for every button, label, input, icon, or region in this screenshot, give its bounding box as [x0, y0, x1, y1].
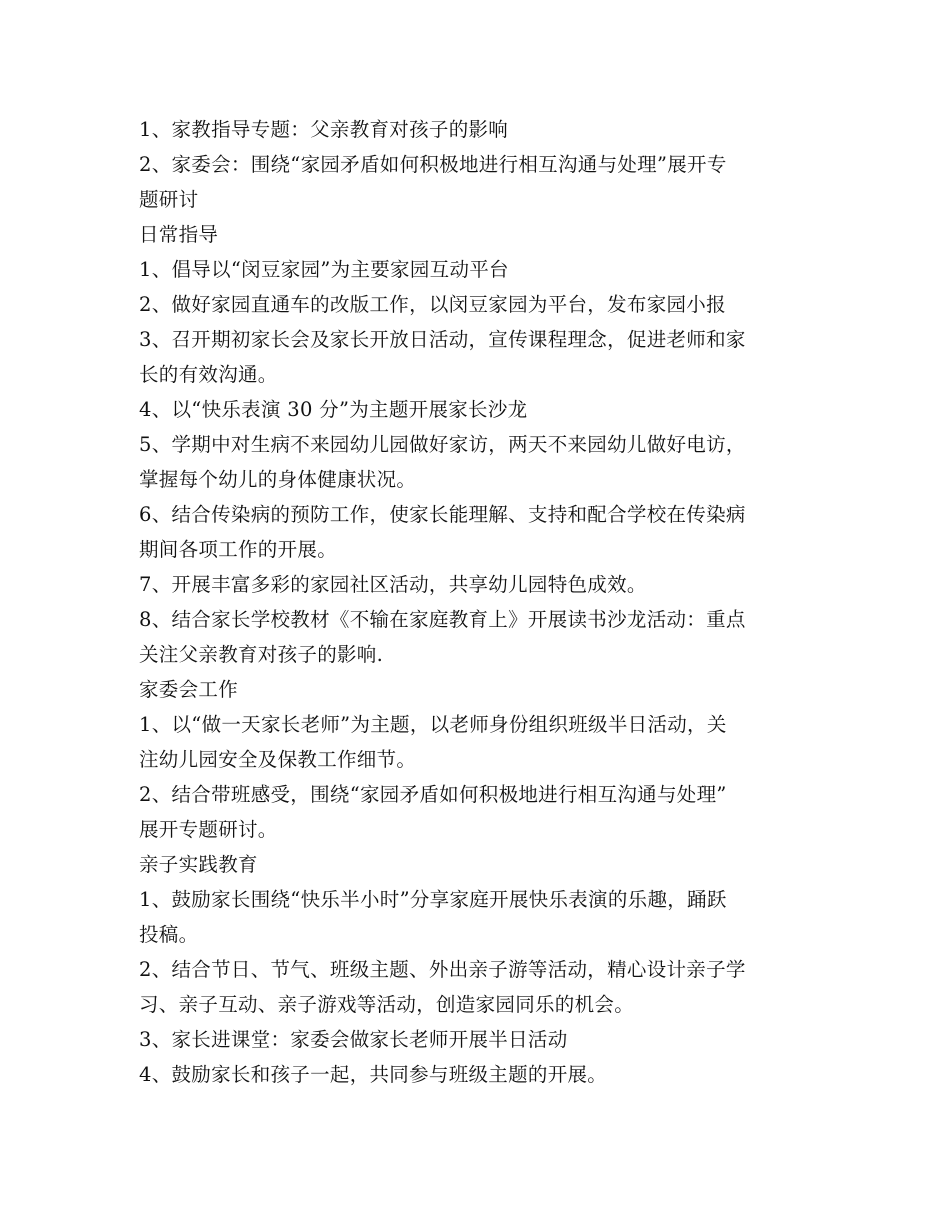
text-line: 5、学期中对生病不来园幼儿园做好家访，两天不来园幼儿做好电访，: [139, 433, 746, 456]
text-line: 期间各项工作的开展。: [139, 538, 338, 561]
text-line: 关注父亲教育对孩子的影响.: [139, 643, 384, 666]
text-line: 1、以“做一天家长老师”为主题，以老师身份组织班级半日活动，关: [139, 713, 727, 736]
text-line: 2、家委会：围绕“家园矛盾如何积极地进行相互沟通与处理”展开专: [139, 153, 727, 176]
text-line: 2、结合节日、节气、班级主题、外出亲子游等活动，精心设计亲子学: [139, 958, 746, 981]
text-line: 投稿。: [139, 923, 199, 946]
section-heading: 亲子实践教育: [139, 853, 258, 876]
text-line: 注幼儿园安全及保教工作细节。: [139, 748, 417, 771]
text-line: 1、鼓励家长围绕“快乐半小时”分享家庭开展快乐表演的乐趣，踊跃: [139, 888, 727, 911]
text-line: 4、以“快乐表演 30 分”为主题开展家长沙龙: [139, 398, 528, 421]
document-body: [139, 112, 819, 1092]
section-heading: 家委会工作: [139, 678, 239, 701]
text-line: 展开专题研讨。: [139, 818, 278, 841]
text-line: 长的有效沟通。: [139, 363, 278, 386]
text-line: 掌握每个幼儿的身体健康状况。: [139, 468, 417, 491]
text-line: 1、家教指导专题：父亲教育对孩子的影响: [139, 118, 509, 141]
text-line: 7、开展丰富多彩的家园社区活动，共享幼儿园特色成效。: [139, 573, 647, 596]
text-line: 2、做好家园直通车的改版工作，以闵豆家园为平台，发布家园小报: [139, 293, 726, 316]
section-heading: 日常指导: [139, 223, 219, 246]
text-line: 3、家长进课堂：家委会做家长老师开展半日活动: [139, 1028, 568, 1051]
text-line: 习、亲子互动、亲子游戏等活动，创造家园同乐的机会。: [139, 993, 635, 1016]
text-line: 题研讨: [139, 188, 199, 211]
text-line: 6、结合传染病的预防工作，使家长能理解、支持和配合学校在传染病: [139, 503, 746, 526]
text-line: 1、倡导以“闵豆家园”为主要家园互动平台: [139, 258, 509, 281]
text-line: 4、鼓励家长和孩子一起，共同参与班级主题的开展。: [139, 1063, 608, 1086]
text-line: 2、结合带班感受，围绕“家园矛盾如何积极地进行相互沟通与处理”: [139, 783, 727, 806]
text-line: 8、结合家长学校教材《不输在家庭教育上》开展读书沙龙活动：重点: [139, 608, 746, 631]
text-line: 3、召开期初家长会及家长开放日活动，宣传课程理念，促进老师和家: [139, 328, 746, 351]
